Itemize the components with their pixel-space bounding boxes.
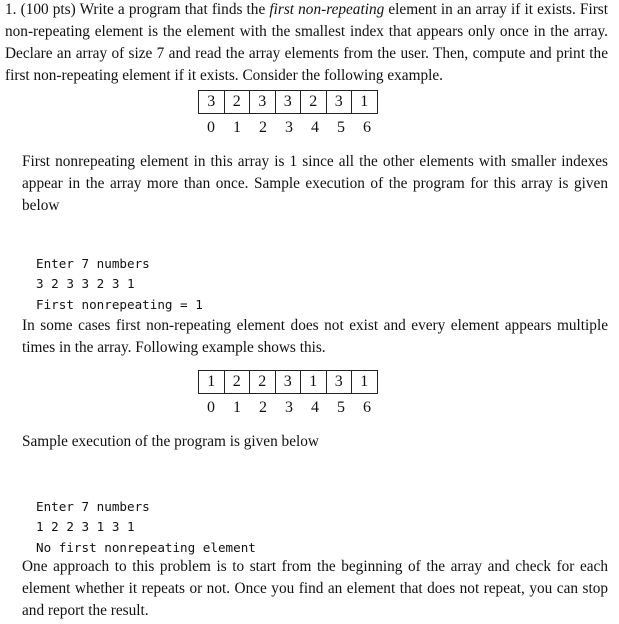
- array-cell: 3: [327, 371, 353, 393]
- approach-paragraph: One approach to this problem is to start from the beginning of the array and check for each element whether it repeats or not. Once you find an element that does not repeat, you can stop and report the result.: [22, 558, 608, 619]
- array-cell: 2: [225, 91, 251, 113]
- array-index: 3: [285, 399, 293, 416]
- example1-explanation: First nonrepeating element in this array is 1 since all the other elements with smaller indexes appear in the array more than once. Sample execution of the program for this array is given below: [22, 153, 608, 214]
- array-index: 6: [363, 119, 371, 136]
- array-cell: 2: [301, 91, 327, 113]
- array-index: 4: [311, 399, 319, 416]
- array-index: 1: [233, 399, 241, 416]
- array-indices-1: [198, 119, 380, 137]
- array-cell: 1: [360, 93, 369, 110]
- array-cell: 2: [250, 371, 276, 393]
- array-indices-2: [198, 399, 380, 417]
- code-line: 1 2 2 3 1 3 1: [36, 519, 135, 534]
- array-cell: 3: [276, 371, 302, 393]
- array-cell: 3: [276, 91, 302, 113]
- example2-intro: In some cases first non-repeating element does not exist and every element appears multiple times in the array. Following example shows this.: [22, 317, 608, 356]
- example2-explanation: Sample execution of the program is given below: [22, 433, 319, 450]
- code-line: Enter 7 numbers: [36, 255, 150, 271]
- intro-text: Write a program that finds the: [79, 1, 266, 18]
- problem-points: (100 pts): [20, 1, 76, 18]
- array-cell: 3: [327, 91, 353, 113]
- code-line: No first nonrepeating element: [36, 539, 256, 555]
- array-index: 1: [233, 119, 241, 136]
- array-cell: 3: [199, 91, 225, 113]
- array-index: 3: [285, 119, 293, 136]
- array-index: 4: [311, 119, 319, 136]
- array-example-1: [198, 90, 378, 114]
- array-cell: 3: [250, 91, 276, 113]
- array-index: 0: [207, 399, 215, 416]
- array-index: 5: [337, 399, 345, 416]
- array-index: 6: [363, 399, 371, 416]
- problem-number: 1.: [5, 1, 17, 18]
- intro-text-cont: element in an array if it exists. First non-repeating element is the element with the smallest index that appears only once in the array. Declare an array of size 7 and read the array elements from the user. Then, compute and print the first non-repeating element if it exists. Consider the following example.: [5, 1, 608, 84]
- problem-statement: [5, 0, 608, 87]
- array-index: 5: [337, 119, 345, 136]
- code-line: Enter 7 numbers: [36, 498, 150, 514]
- code-line: First nonrepeating = 1: [36, 296, 203, 312]
- code-line: 3 2 3 3 2 3 1: [36, 276, 135, 291]
- array-cell: 1: [301, 371, 327, 393]
- array-cell: 1: [360, 373, 369, 390]
- array-index: 2: [259, 119, 267, 136]
- array-cell: 1: [199, 371, 225, 393]
- array-cell: 2: [225, 371, 251, 393]
- sample-execution-1: [36, 233, 203, 315]
- array-example-2: [198, 370, 378, 394]
- array-index: 0: [207, 119, 215, 136]
- sample-execution-2: [36, 476, 256, 558]
- array-index: 2: [259, 399, 267, 416]
- intro-emphasis: first non-repeating: [269, 1, 385, 18]
